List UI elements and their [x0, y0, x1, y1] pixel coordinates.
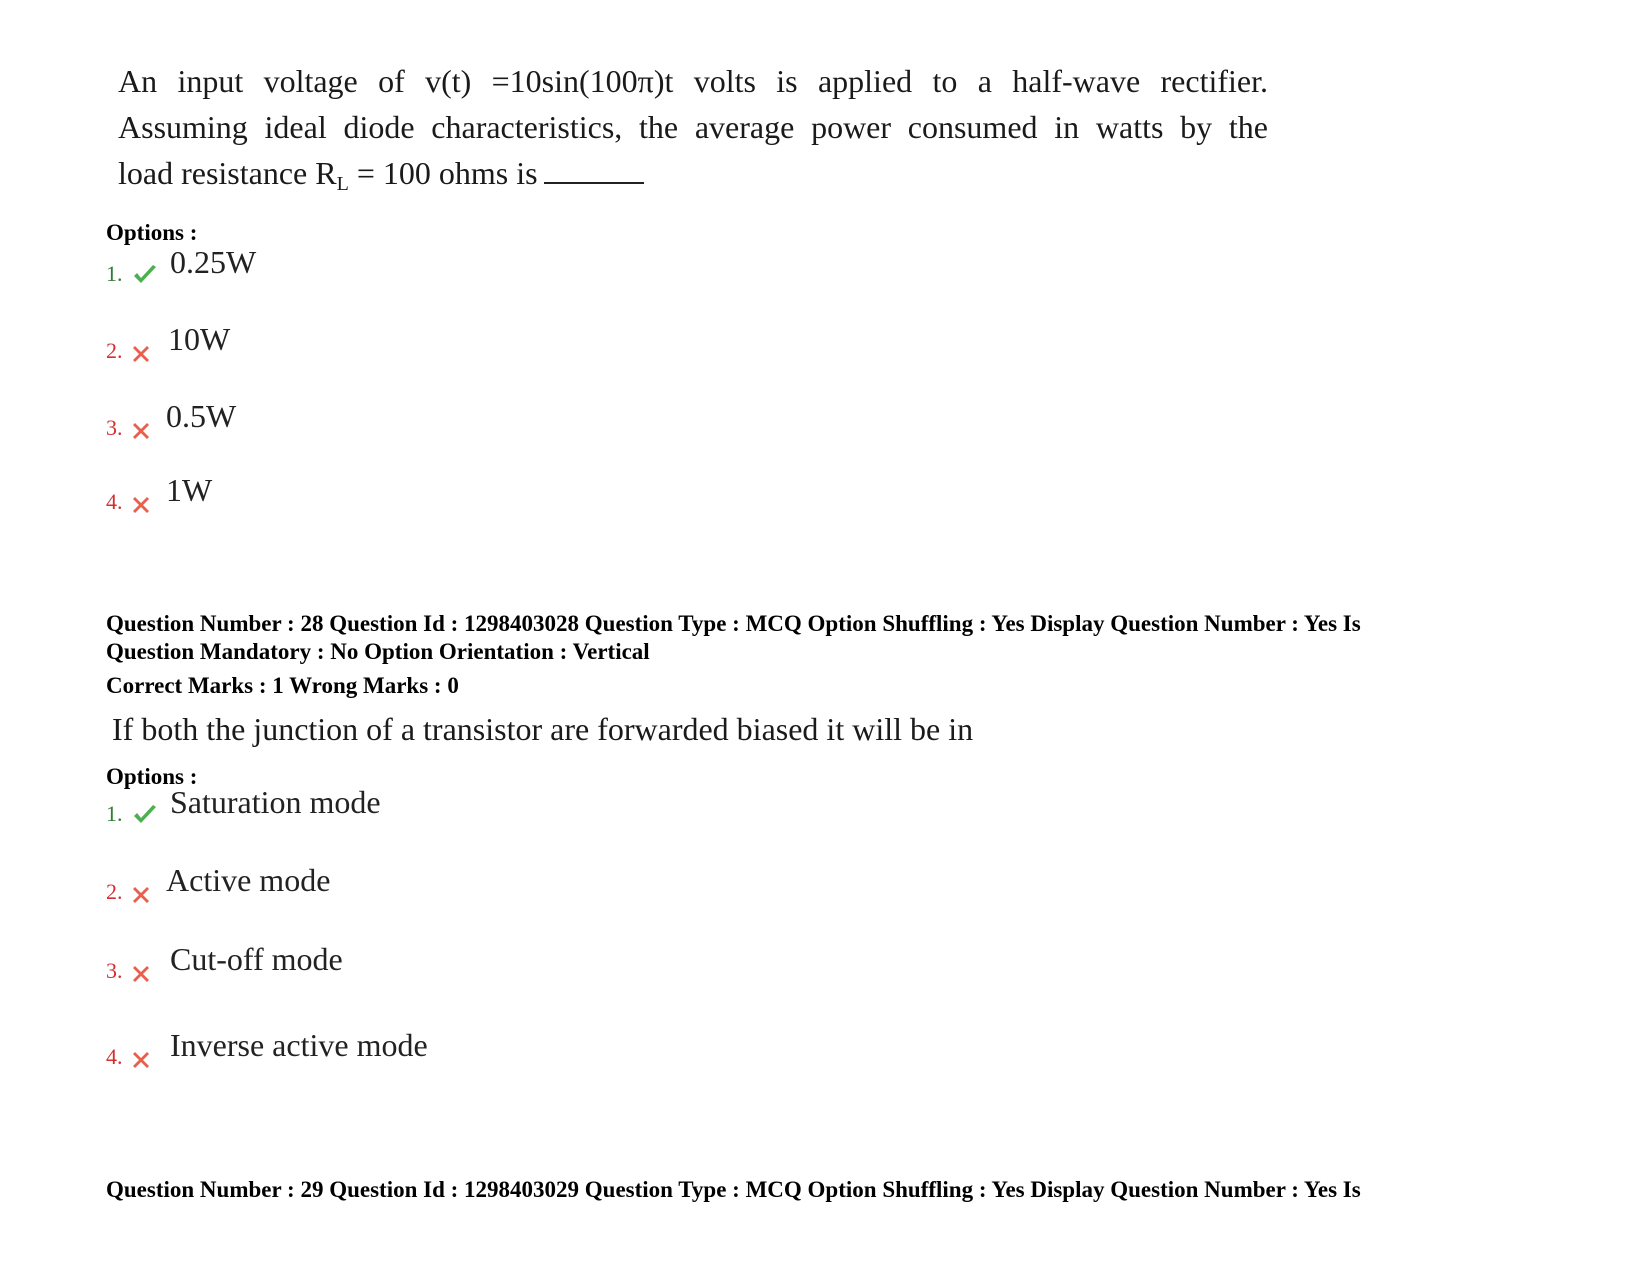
option-text: 1W — [166, 472, 213, 508]
option-4 — [106, 1029, 428, 1069]
option-2 — [106, 323, 230, 363]
question-28-meta-line-2: Question Mandatory : No Option Orientation : Vertical — [106, 639, 650, 664]
option-3 — [106, 943, 343, 983]
options-label-27: Options : — [106, 220, 198, 245]
option-2 — [106, 864, 330, 904]
question-27-text — [118, 58, 1268, 207]
option-number: 1. — [106, 261, 123, 286]
question-29-meta-line-1: Question Number : 29 Question Id : 1298403029 Question Type : MCQ Option Shuffling : Yes Display Question Number : Yes Is — [106, 1177, 1361, 1202]
question-28-meta-line-1: Question Number : 28 Question Id : 1298403028 Question Type : MCQ Option Shuffling : Yes Display Question Number : Yes Is — [106, 611, 1361, 636]
option-number: 1. — [106, 801, 123, 826]
option-text: 0.25W — [170, 244, 257, 280]
option-text: Inverse active mode — [170, 1027, 428, 1063]
option-number: 4. — [106, 1044, 123, 1069]
cross-icon — [132, 959, 162, 983]
check-icon — [132, 802, 162, 826]
question-27-line-3: load resistance $R_L = 100$ ohms is — [118, 150, 1268, 207]
option-4 — [106, 474, 212, 514]
question-28-text: If both the junction of a transistor are forwarded biased it will be in — [112, 711, 974, 747]
option-text: 0.5W — [166, 398, 237, 434]
option-number: 4. — [106, 489, 123, 514]
option-1 — [106, 786, 381, 826]
cross-icon — [132, 880, 162, 904]
question-27-line-1: An input voltage of v(t) =10sin(100π)t volts is applied to a half-wave rectifier. — [118, 63, 1268, 99]
cross-icon — [132, 416, 162, 440]
option-number: 3. — [106, 415, 123, 440]
check-icon — [132, 262, 162, 286]
subscript-l: L — [336, 173, 349, 195]
option-text: Saturation mode — [170, 784, 381, 820]
option-number: 2. — [106, 338, 123, 363]
question-27-line-2: Assuming ideal diode characteristics, the average power consumed in watts by the — [118, 109, 1268, 145]
option-number: 3. — [106, 958, 123, 983]
option-text: Cut-off mode — [170, 941, 343, 977]
option-text: Active mode — [166, 862, 331, 898]
option-1 — [106, 246, 256, 286]
cross-icon — [132, 1045, 162, 1069]
options-label-28: Options : — [106, 764, 198, 789]
cross-icon — [132, 490, 162, 514]
option-text: 10W — [168, 321, 231, 357]
option-3 — [106, 400, 236, 440]
option-number: 2. — [106, 879, 123, 904]
answer-blank — [544, 152, 644, 184]
question-28-marks: Correct Marks : 1 Wrong Marks : 0 — [106, 673, 459, 698]
cross-icon — [132, 339, 162, 363]
